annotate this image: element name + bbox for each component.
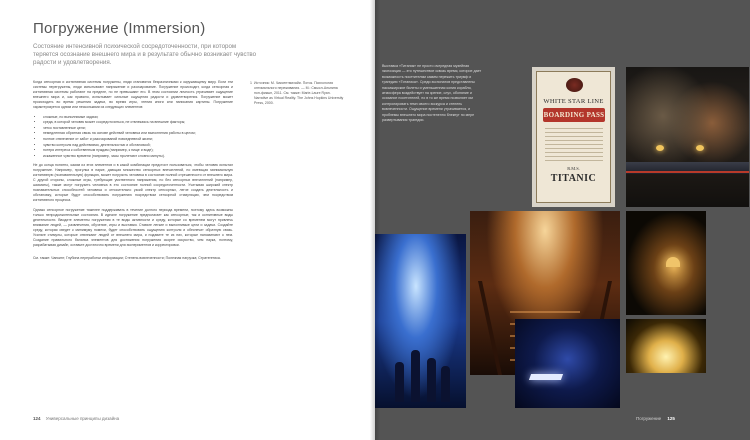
photo-caption: Выставка «Титаник» не просто очередная музейная экспозиция — это путешествие сквозь время, которое дает возможность посетителям самим пережить триумф и трагедию «Титаника». Среди экспонатов представлены пассажирские билеты и уменьшенная копия корабля, атмосфера воздействует на зрение, слух, обоняние и осязание посетителей, но в то же время позволяет им контролировать темп своего экскурса и степень вовлеченности. Ощущение времени утрачивается, и проблемы внешнего мира постепенно блекнут по мере развертывания трагедии. (382, 64, 482, 123)
ticket-line-company: WHITE STAR LINE (543, 98, 604, 105)
visitor-silhouette (441, 366, 450, 402)
ticket-line-ship: TITANIC (550, 173, 597, 184)
light-beam (529, 374, 563, 380)
ship-hull-stripe (626, 171, 749, 173)
list-item: • сложные, но выполнимые задачи; (43, 115, 233, 120)
main-body-text (33, 80, 233, 265)
list-item: • четко поставленные цели; (43, 126, 233, 131)
list-item: • чувство контроля над действиями, деятельностью и обстановкой; (43, 143, 233, 148)
lamp-icon (666, 257, 680, 267)
ticket-line-boarding: BOARDING PASS (543, 108, 605, 122)
body-paragraph: Не до конца понятно, каким из этих элементов и в какой комбинации предстоит пользоваться, чтобы человек испытал погружение. Например, прогулка в парке, дающая множество сенсорных впечатлений, но имеющая минимальную когнитивную (познавательную) функцию, может погрузить человека в состояние полной отрешенности от внешнего мира. С другой стороны, сложные игры, требующие умственного напряжения, но без сенсорных впечатлений (например, шахматы), также могут погрузить человека в это состояние полной сосредоточенности. Учитывая широкий спектр познавательных способностей человека и относительно узкий спектр сенсорных, легче создать деятельность и обстановку, которые будут способствовать погружению посредством сенсорной стимуляции, чем посредством когнитивного процесса. (33, 162, 233, 203)
page-number: 124 (33, 416, 41, 421)
boarding-pass (536, 71, 611, 203)
lamp-photo (626, 211, 706, 315)
white-star-emblem-icon (566, 78, 583, 92)
page-number: 125 (667, 416, 675, 421)
stair-railing (478, 281, 502, 375)
visitor-silhouette (395, 362, 404, 402)
lamp-glow (696, 145, 704, 151)
blue-hall-photo (375, 234, 466, 408)
lamp-glow (656, 145, 664, 151)
left-folio (33, 416, 119, 421)
list-item: • искаженное чувство времени (например, часы пролетают словно минуты). (43, 154, 233, 159)
footnote-text: Источник: М. Чиксентмихайи. Поток. Психология оптимального переживания. — М.: Смысл-Альпина нон-фикшн, 2011. См. также: Marie-Laure Ryan. Narrative as Virtual Reality. The Johns Hopkins University Press, 2000. (254, 81, 344, 105)
dark-room-photo (515, 319, 620, 408)
ticket-line-rms: R.M.S. (567, 166, 580, 171)
running-head: Погружение (636, 416, 662, 421)
running-head: Универсальные принципы дизайна (45, 416, 120, 421)
body-paragraph: Однако сенсорное погружение тяжелее поддерживать в течение долгого периода времени, поэтому здесь возможны только непродолжительные состояния. В идеале погружение предполагает как сенсорные, так и когнитивные виды деятельности. Вводите элементы погружения в те виды активности и среду, которые со временем могут привлечь внимание людей, — развлечения, обучение, игры и выставки. Ставьте легкие и выполнимые цели и задачи. Создайте среду, которая сведет к минимуму помехи, будет способствовать ощущению контроля и обеспечит обратную связь. Усильте стимулы, которые отвлекают людей от внешнего мира, и подавите те из них, которые напоминают о нем. Создание правильного баланса элементов для достижения погружения скорее искусство, чем наука, поэтому, разрабатывая дизайн, оставьте достаточно времени для экспериментов и корректировки. (33, 207, 233, 248)
list-item: • полное отвлечение от забот и разочарований повседневной жизни; (43, 137, 233, 142)
book-gutter (370, 0, 380, 440)
boarding-pass-photo (532, 67, 615, 207)
list-item: • потеря интереса к собственным нуждам (например, к пище и воде); (43, 148, 233, 153)
see-also: См. также: Чанкинг; Глубина переработки информации; Степень вовлеченности; Полезная нагрузка; Стратегетика. (33, 256, 221, 261)
iceberg-light-photo (626, 319, 706, 373)
footnote (250, 81, 345, 106)
page-title: Погружение (Immersion) (33, 20, 206, 37)
visitor-silhouette (411, 350, 420, 402)
list-item: • немедленная обратная связь на основе действий человека или выполнения работы в целом; (43, 131, 233, 136)
ticket-fine-print (545, 128, 603, 162)
intro-paragraph: Когда сенсорная и когнитивная системы погружены, люди становятся безразличными к окружающему миру. Если эти системы перегружены, люди испытывают напряжение и разочарование. Погружение происходит, когда сенсорная и когнитивная системы работают на пределе, но не превышают его. В этом состоянии личность утрачивает ощущение внешнего мира и, как правило, испытывает сильные ощущения радости и удовлетворения. Погружение может происходить во время решения задачи, во время игры, чтения книги или написания картины. Погружение характеризуется одним или несколькими из следующих элементов: (33, 80, 233, 110)
stair-step (510, 311, 580, 313)
footnote-marker: 1 (250, 81, 252, 85)
list-item: • среда, в которой человек может сосредоточиться, не отвлекаясь на внешние факторы; (43, 120, 233, 125)
visitor-silhouette (427, 358, 436, 402)
museum-visitors-photo (626, 67, 749, 207)
elements-list (43, 115, 233, 159)
right-folio (636, 416, 675, 421)
page-subtitle: Состояние интенсивной психической сосредоточенности, при котором теряется осознание внешнего мира и в результате обычно возникает чувство радости и удовлетворения. (33, 43, 257, 67)
